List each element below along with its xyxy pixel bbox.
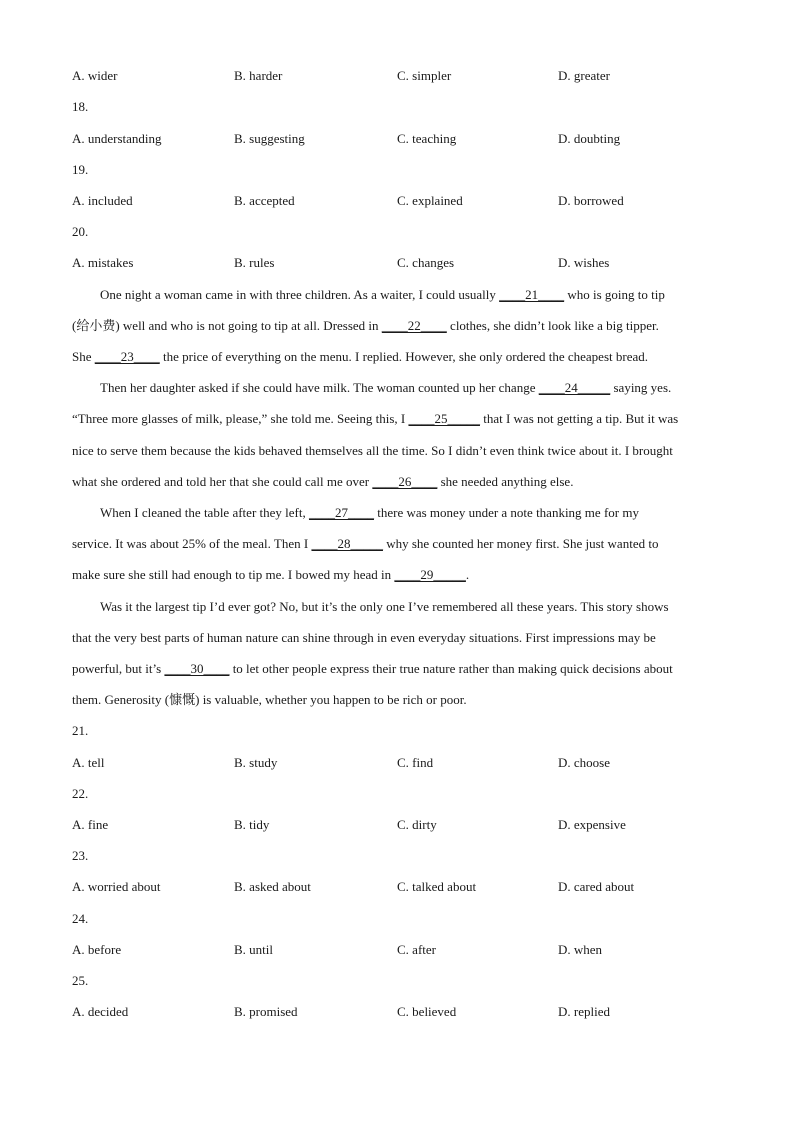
- q25-options-row: [72, 1002, 722, 1022]
- blank-21[interactable]: ____21____: [499, 287, 565, 302]
- passage-line: service. It was about 25% of the meal. Then I ____28_____ why she counted her money first. She just wanted to: [72, 534, 722, 554]
- passage-line: She ____23____ the price of everything on the menu. I replied. However, she only ordered the cheapest bread.: [72, 347, 722, 367]
- option-d: D. choose: [558, 755, 610, 770]
- passage-line: nice to serve them because the kids behaved themselves all the time. So I didn’t even think twice about it. I brought: [72, 443, 673, 458]
- option-d: D. when: [558, 942, 603, 957]
- option-c: C. believed: [397, 1004, 457, 1019]
- question-number: 23.: [72, 848, 89, 863]
- option-b: B. harder: [234, 68, 283, 83]
- option-d: D. cared about: [558, 879, 635, 894]
- option-d: D. greater: [558, 68, 610, 83]
- option-b: B. rules: [234, 255, 275, 270]
- passage-line: When I cleaned the table after they left, ____27____ there was money under a note thanking me for my: [72, 503, 750, 523]
- option-c: C. dirty: [397, 817, 437, 832]
- option-a: A. included: [72, 193, 133, 208]
- q22-options-row: [72, 815, 722, 835]
- passage-line: them. Generosity (慷慨) is valuable, whether you happen to be rich or poor.: [72, 692, 467, 707]
- option-c: C. explained: [397, 193, 463, 208]
- passage-line: that the very best parts of human nature can shine through in even everyday situations. First impressions may be: [72, 630, 656, 645]
- option-b: B. promised: [234, 1004, 298, 1019]
- question-number: 20.: [72, 224, 89, 239]
- option-b: B. accepted: [234, 193, 295, 208]
- option-c: C. changes: [397, 255, 455, 270]
- question-number: 25.: [72, 973, 89, 988]
- option-b: B. study: [234, 755, 278, 770]
- q19-options-row: [72, 191, 722, 211]
- blank-26[interactable]: ____26____: [372, 474, 438, 489]
- q20-options-row: [72, 253, 722, 273]
- option-d: D. wishes: [558, 255, 610, 270]
- passage-line: (给小费) well and who is not going to tip at all. Dressed in ____22____ clothes, she didn’t look like a big tipper.: [72, 316, 722, 336]
- option-b: B. asked about: [234, 879, 311, 894]
- option-c: C. talked about: [397, 879, 477, 894]
- blank-25[interactable]: ____25_____: [408, 411, 480, 426]
- question-number: 22.: [72, 786, 89, 801]
- passage-line: make sure she still had enough to tip me. I bowed my head in ____29_____.: [72, 565, 722, 585]
- question-number: 21.: [72, 723, 89, 738]
- blank-22[interactable]: ____22____: [381, 318, 447, 333]
- q21-options-row: [72, 753, 722, 773]
- q23-options-row: [72, 877, 722, 897]
- option-c: C. simpler: [397, 68, 452, 83]
- option-a: A. decided: [72, 1004, 129, 1019]
- option-b: B. suggesting: [234, 131, 305, 146]
- option-d: D. replied: [558, 1004, 610, 1019]
- blank-30[interactable]: ____30____: [164, 661, 230, 676]
- passage-line: One night a woman came in with three children. As a waiter, I could usually ____21____ who is going to tip: [72, 285, 750, 305]
- passage-line: Then her daughter asked if she could have milk. The woman counted up her change ____24_____ saying yes.: [72, 378, 750, 398]
- option-d: D. expensive: [558, 817, 626, 832]
- option-a: A. tell: [72, 755, 105, 770]
- option-a: A. worried about: [72, 879, 161, 894]
- passage-line: “Three more glasses of milk, please,” she told me. Seeing this, I ____25_____ that I was not getting a tip. But it was: [72, 409, 722, 429]
- blank-29[interactable]: ____29_____: [394, 567, 466, 582]
- option-a: A. mistakes: [72, 255, 134, 270]
- passage-line: what she ordered and told her that she could call me over ____26____ she needed anything else.: [72, 472, 722, 492]
- blank-24[interactable]: ____24_____: [538, 380, 611, 395]
- question-number: 19.: [72, 162, 89, 177]
- option-c: C. after: [397, 942, 436, 957]
- question-number: 24.: [72, 911, 89, 926]
- option-c: C. teaching: [397, 131, 457, 146]
- passage-line: powerful, but it’s ____30____ to let other people express their true nature rather than making quick decisions about: [72, 659, 722, 679]
- q17-options-row: [72, 66, 722, 86]
- option-a: A. wider: [72, 68, 118, 83]
- blank-23[interactable]: ____23____: [94, 349, 160, 364]
- blank-27[interactable]: ____27____: [308, 505, 374, 520]
- passage-line: Was it the largest tip I’d ever got? No, but it’s the only one I’ve remembered all these years. This story shows: [100, 599, 669, 614]
- q18-options-row: [72, 129, 722, 149]
- option-a: A. understanding: [72, 131, 162, 146]
- q24-options-row: [72, 940, 722, 960]
- option-b: B. until: [234, 942, 274, 957]
- option-a: A. fine: [72, 817, 109, 832]
- question-number: 18.: [72, 99, 89, 114]
- option-c: C. find: [397, 755, 434, 770]
- option-a: A. before: [72, 942, 122, 957]
- option-d: D. doubting: [558, 131, 621, 146]
- option-d: D. borrowed: [558, 193, 624, 208]
- option-b: B. tidy: [234, 817, 270, 832]
- blank-28[interactable]: ____28_____: [311, 536, 383, 551]
